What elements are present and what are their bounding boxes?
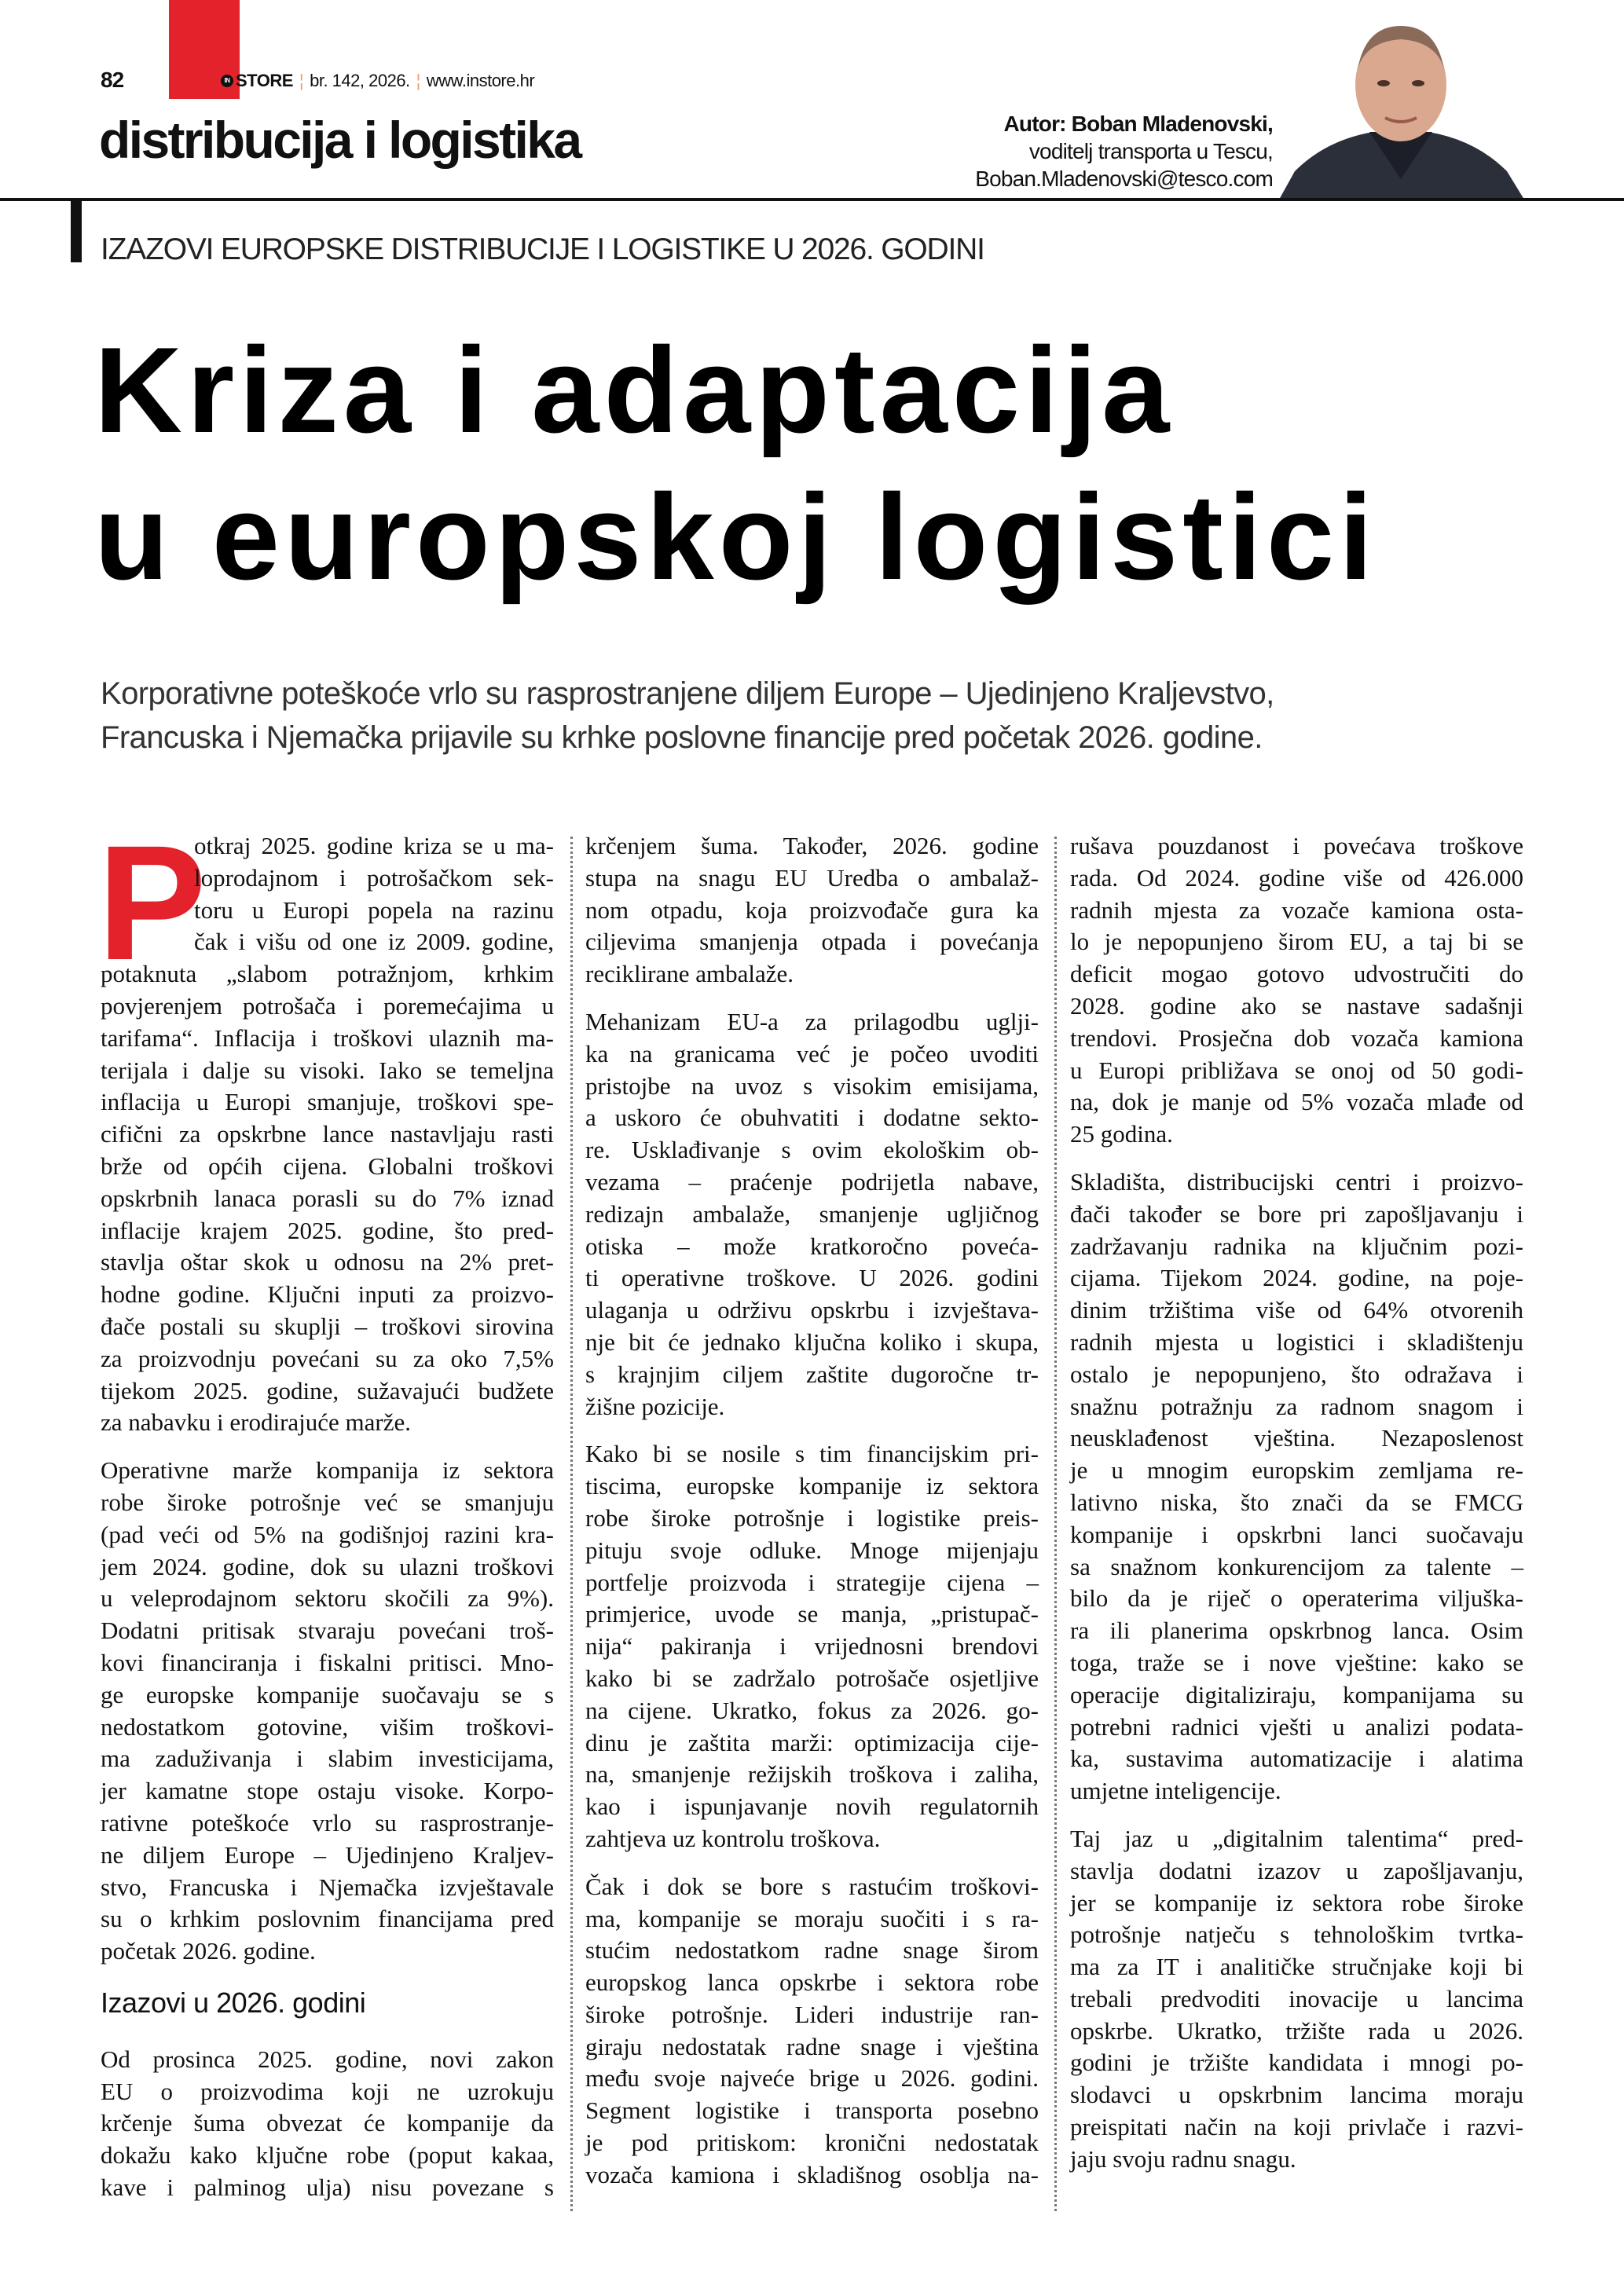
logo-store-text: STORE xyxy=(236,71,293,90)
text-line: jer se kompanije iz sektora robe široke xyxy=(1070,1888,1523,1917)
divider: ¦ xyxy=(416,71,420,90)
text-line: otiska – može kratkoročno poveća- xyxy=(585,1232,1039,1260)
text-line: stavlja dodatni izazov u zapošljavanju, xyxy=(1070,1856,1523,1884)
paragraph xyxy=(585,830,1039,991)
text-line: redizajn ambalaže, smanjenje ugljičnog xyxy=(585,1199,1039,1228)
article-kicker: IZAZOVI EUROPSKE DISTRIBUCIJE I LOGISTIKE U 2026. GODINI xyxy=(101,233,984,266)
article-column-2 xyxy=(585,830,1039,2207)
text-line: đači također se bore pri zapošljavanju i xyxy=(1070,1199,1523,1228)
text-line: jer kamatne stope ostaju visoke. Korpo- xyxy=(101,1777,554,1805)
text-line: ti operativne troškove. U 2026. godini xyxy=(585,1264,1039,1292)
text-line: kovi financiranja i fiskalni pritisci. Mno- xyxy=(101,1648,554,1676)
text-line: ulaganja u održivu opskrbu i izvještava- xyxy=(585,1296,1039,1324)
text-line: stućim nedostatkom radne snage širom xyxy=(585,1936,1039,1965)
section-title: distribucija i logistika xyxy=(99,111,581,169)
text-line: tarifama“. Inflacija i troškovi ulaznih ma- xyxy=(101,1023,554,1052)
text-line: potrošnje natječu s tehnološkim tvrtka- xyxy=(1070,1921,1523,1949)
text-line: Dodatni pritisak stvaraju povećani troš- xyxy=(101,1617,554,1645)
text-line: opskrbe. Ukratko, tržište rada u 2026. xyxy=(1070,2016,1523,2045)
article-column-3 xyxy=(1070,830,1523,2192)
text-line: rada. Od 2024. godine više od 426.000 xyxy=(1070,863,1523,892)
article-headline xyxy=(94,317,1377,610)
text-line: re. Usklađivanje s ovim ekološkim ob- xyxy=(585,1136,1039,1164)
author-name: Autor: Boban Mladenovski, xyxy=(1003,112,1273,136)
text-line: Mehanizam EU-a za prilagodbu uglji- xyxy=(585,1007,1039,1035)
text-line: kompanije i opskrbni lanci suočavaju xyxy=(1070,1520,1523,1548)
text-line: u veleprodajnom sektoru skočili za 9%). xyxy=(101,1584,554,1613)
text-line: primjerice, uvode se manja, „pristupač- xyxy=(585,1600,1039,1628)
header-rule xyxy=(0,198,1624,201)
text-line: Kako bi se nosile s tim financijskim pri- xyxy=(585,1440,1039,1468)
paragraph xyxy=(585,1006,1039,1423)
text-line: neusklađenost vještina. Nezaposlenost xyxy=(1070,1424,1523,1452)
headline-line: Kriza i adaptacija xyxy=(94,322,1175,458)
text-line: terijala i dalje su visoki. Iako se temeljna xyxy=(101,1056,554,1084)
text-line: pituju svoje odluke. Mnoge mijenjaju xyxy=(585,1536,1039,1564)
text-line: nom otpadu, koja proizvođače gura ka xyxy=(585,895,1039,924)
text-line: ostalo je nepopunjeno, što odražava i xyxy=(1070,1360,1523,1388)
text-line: široke potrošnje. Lideri industrije ran- xyxy=(585,2000,1039,2028)
text-line: kave i palminog ulja) nisu povezane s xyxy=(101,2173,554,2202)
text-line: rušava pouzdanost i povećava troškove xyxy=(1070,832,1523,859)
text-line: cijama. Tijekom 2024. godine, na poje- xyxy=(1070,1264,1523,1292)
text-line: krčenje šuma obvezat će kompanije da xyxy=(101,2109,554,2137)
logo-in-badge: IN xyxy=(221,75,233,87)
instore-logo xyxy=(221,71,293,91)
kicker-bar xyxy=(71,200,82,262)
text-line: 25 godina. xyxy=(1070,1120,1173,1148)
text-line: krčenjem šuma. Također, 2026. godine xyxy=(585,832,1039,859)
text-line: Čak i dok se bore s rastućim troškovi- xyxy=(585,1872,1039,1900)
text-line: rativne poteškoće vrlo su rasprostranje- xyxy=(101,1808,554,1836)
deck-line: Francuska i Njemačka prijavile su krhke poslovne financije pred početak 2026. godine. xyxy=(101,720,1263,755)
text-line: trebali predvoditi inovacije u lancima xyxy=(1070,1984,1523,2012)
text-line: u Europi približava se onoj od 50 godi- xyxy=(1070,1056,1523,1084)
paragraph xyxy=(1070,1166,1523,1807)
text-line: je u mnogim europskim zemljama re- xyxy=(1070,1456,1523,1485)
text-line: ma, kompanije se moraju suočiti i s ra- xyxy=(585,1904,1039,1932)
text-line: tijekom 2025. godine, sužavajući budžete xyxy=(101,1376,554,1404)
text-line: ka, sustavima automatizacije i alatima xyxy=(1070,1745,1523,1773)
text-line: ciljevima smanjenja otpada i povećanja xyxy=(585,928,1039,956)
page-number: 82 xyxy=(101,68,124,92)
text-line: slodavci u opskrbnim lancima moraju xyxy=(1070,2081,1523,2109)
text-line: operacije digitaliziraju, kompanijama su xyxy=(1070,1680,1523,1708)
paragraph xyxy=(101,830,554,1439)
text-line: reciklirane ambalaže. xyxy=(585,960,794,988)
text-line: povjerenjem potrošača i poremećajima u xyxy=(101,991,554,1020)
text-line: deficit mogao gotovo udvostručiti do xyxy=(1070,960,1523,988)
text-line: vezama – praćenje podrijetla nabave, xyxy=(585,1167,1039,1196)
text-line: lativno niska, što znači da se FMCG xyxy=(1070,1488,1523,1516)
text-line: žišne pozicije. xyxy=(585,1392,725,1420)
issue-info xyxy=(221,71,534,91)
text-line: potrebni radnici vješti u analizi podata- xyxy=(1070,1712,1523,1741)
text-line: Od prosinca 2025. godine, novi zakon xyxy=(101,2045,554,2073)
text-line: đače postali su skuplji – troškovi sirovina xyxy=(101,1312,554,1340)
text-line: je pod pritiskom: kronični nedostatak xyxy=(585,2129,1039,2157)
deck-line: Korporativne poteškoće vrlo su rasprostranjene diljem Europe – Ujedinjeno Kraljevstvo, xyxy=(101,676,1274,711)
text-line: europskog lanca opskrbe i sektora robe xyxy=(585,1968,1039,1997)
paragraph xyxy=(101,2044,554,2204)
divider: ¦ xyxy=(299,71,304,90)
text-line: ra ili planerima opskrbnog lanca. Osim xyxy=(1070,1617,1523,1645)
author-block xyxy=(975,110,1273,192)
text-line: za proizvodnju povećani su za oko 7,5% xyxy=(101,1344,554,1372)
text-line: dokažu kako ključne robe (poput kakaa, xyxy=(101,2141,554,2170)
text-line: na, dok je manje od 5% vozača mlađe od xyxy=(1070,1088,1523,1116)
text-line: a uskoro će obuhvatiti i dodatne sekto- xyxy=(585,1104,1039,1132)
text-line: stupa na snagu EU Uredba o ambalaž- xyxy=(585,863,1039,892)
text-line: Taj jaz u „digitalnim talentima“ pred- xyxy=(1070,1824,1523,1852)
text-line: vozača kamiona i skladišnog osoblja na- xyxy=(585,2160,1039,2188)
text-line: za nabavku i erodirajuće marže. xyxy=(101,1408,412,1437)
text-line: robe široke potrošnje i logistike preis- xyxy=(585,1503,1039,1532)
text-line: toru u Europi popela na razinu xyxy=(194,895,554,924)
text-line: ka na granicama već je počeo uvoditi xyxy=(585,1039,1039,1067)
text-line: s krajnjim ciljem zaštite dugoročne tr- xyxy=(585,1360,1039,1388)
text-line: Operativne marže kompanija iz sektora xyxy=(101,1456,554,1485)
text-line: toga, traže se i nove vještine: kako se xyxy=(1070,1648,1523,1676)
text-line: robe široke potrošnje već se smanjuju xyxy=(101,1488,554,1516)
text-line: hodne godine. Ključni inputi za proizvo- xyxy=(101,1280,554,1309)
website-link[interactable]: www.instore.hr xyxy=(426,71,535,90)
article-column-1 xyxy=(101,830,554,2220)
paragraph xyxy=(585,1438,1039,1855)
headline-line: u europskoj logistici xyxy=(94,469,1378,605)
text-line: ma za IT i analitičke stručnjake koji bi xyxy=(1070,1953,1523,1981)
paragraph xyxy=(585,1871,1039,2192)
text-line: kako bi se zadržalo potrošače osjetljive xyxy=(585,1664,1039,1692)
text-line: ne diljem Europe – Ujedinjeno Kraljev- xyxy=(101,1840,554,1869)
text-line: su o krhkim poslovnim financijama pred xyxy=(101,1905,554,1933)
text-line: portfelje proizvoda i strategije cijena – xyxy=(585,1568,1039,1596)
author-email[interactable]: Boban.Mladenovski@tesco.com xyxy=(975,167,1273,191)
text-line: sa snažnom konkurencijom za talente – xyxy=(1070,1552,1523,1580)
text-line: bilo da je riječ o operaterima viljuška- xyxy=(1070,1584,1523,1613)
text-line: nedostatkom gotovine, višim troškovi- xyxy=(101,1712,554,1741)
author-role: voditelj transporta u Tescu, xyxy=(1028,139,1273,163)
text-line: otkraj 2025. godine kriza se u ma- xyxy=(194,832,554,859)
text-line: zahtjeva uz kontrolu troškova. xyxy=(585,1824,881,1852)
text-line: opskrbnih lanaca porasli su do 7% iznad xyxy=(101,1184,554,1212)
text-line: umjetne inteligencije. xyxy=(1070,1777,1281,1805)
text-line: loprodajnom i potrošačkom sek- xyxy=(194,863,554,892)
text-line: dinim tržištima više od 64% otvorenih xyxy=(1070,1296,1523,1324)
text-line: tiscima, europske kompanije iz sektora xyxy=(585,1472,1039,1500)
text-line: inflacije krajem 2025. godine, što pred- xyxy=(101,1216,554,1244)
column-divider xyxy=(570,837,573,2211)
text-line: cifični za opskrbne lance nastavljaju rasti xyxy=(101,1120,554,1148)
text-line: na, smanjenje režijskih troškova i zaliha, xyxy=(585,1760,1039,1789)
text-line: snažnu potražnju za radnom snagom i xyxy=(1070,1392,1523,1420)
text-line: ge europske kompanije suočavaju se s xyxy=(101,1680,554,1708)
text-line: jem 2024. godine, dok su ulazni troškovi xyxy=(101,1552,554,1580)
text-line: radnih mjesta za vozače kamiona osta- xyxy=(1070,895,1523,924)
text-line: preispitati način na koji privlače i razvi- xyxy=(1070,2113,1523,2141)
text-line: 2028. godine ako se nastave sadašnji xyxy=(1070,991,1523,1020)
subheading: Izazovi u 2026. godini xyxy=(101,1986,366,2019)
text-line: potaknuta „slabom potražnjom, krhkim xyxy=(101,960,554,988)
text-line: jaju svoju radnu snagu. xyxy=(1070,2144,1296,2173)
text-line: pristojbe na uvoz s visokim emisijama, xyxy=(585,1071,1039,1100)
text-line: ma zaduživanja i slabim investicijama, xyxy=(101,1745,554,1773)
issue-number: br. 142, 2026. xyxy=(310,71,410,90)
paragraph xyxy=(1070,830,1523,1151)
paragraph xyxy=(1070,1823,1523,2176)
text-line: na cijene. Ukratko, fokus za 2026. go- xyxy=(585,1696,1039,1724)
text-line: stvo, Francuska i Njemačka izvještavale xyxy=(101,1873,554,1901)
text-line: Skladišta, distribucijski centri i proizvo- xyxy=(1070,1167,1523,1196)
text-line: radnih mjesta u logistici i skladištenju xyxy=(1070,1327,1523,1356)
text-line: brže od općih cijena. Globalni troškovi xyxy=(101,1152,554,1180)
text-line: kao i ispunjavanje novih regulatornih xyxy=(585,1792,1039,1821)
author-photo xyxy=(1279,22,1524,200)
text-line: zadržavanju radnika na ključnim pozi- xyxy=(1070,1232,1523,1260)
text-line: giraju nedostatak radne snage i vještina xyxy=(585,2032,1039,2060)
text-line: inflacija u Europi smanjuje, troškovi spe- xyxy=(101,1088,554,1116)
text-line: dinu je zaštita marži: optimizacija cije- xyxy=(585,1728,1039,1756)
column-divider xyxy=(1054,837,1057,2211)
text-line: početak 2026. godine. xyxy=(101,1937,316,1965)
text-line: nje bit će jednako ključna koliko i skupa, xyxy=(585,1327,1039,1356)
text-line: među svoje najveće brige u 2026. godini. xyxy=(585,2064,1039,2093)
text-line: stavlja oštar skok u odnosu na 2% pret- xyxy=(101,1248,554,1276)
text-line: lo je nepopunjeno širom EU, a taj bi se xyxy=(1070,928,1523,956)
text-line: Segment logistike i transporta posebno xyxy=(585,2096,1039,2125)
paragraph xyxy=(101,1455,554,1968)
article-deck xyxy=(101,672,1274,760)
text-line: EU o proizvodima koji ne uzrokuju xyxy=(101,2077,554,2105)
text-line: (pad veći od 5% na godišnjoj razini kra- xyxy=(101,1520,554,1548)
text-line: godini je tržište kandidata i mnogi po- xyxy=(1070,2049,1523,2077)
text-line: čak i višu od one iz 2009. godine, xyxy=(194,928,554,956)
text-line: nija“ pakiranja i vrijednosni brendovi xyxy=(585,1632,1039,1661)
drop-cap: P xyxy=(97,812,207,994)
text-line: trendovi. Prosječna dob vozača kamiona xyxy=(1070,1023,1523,1052)
